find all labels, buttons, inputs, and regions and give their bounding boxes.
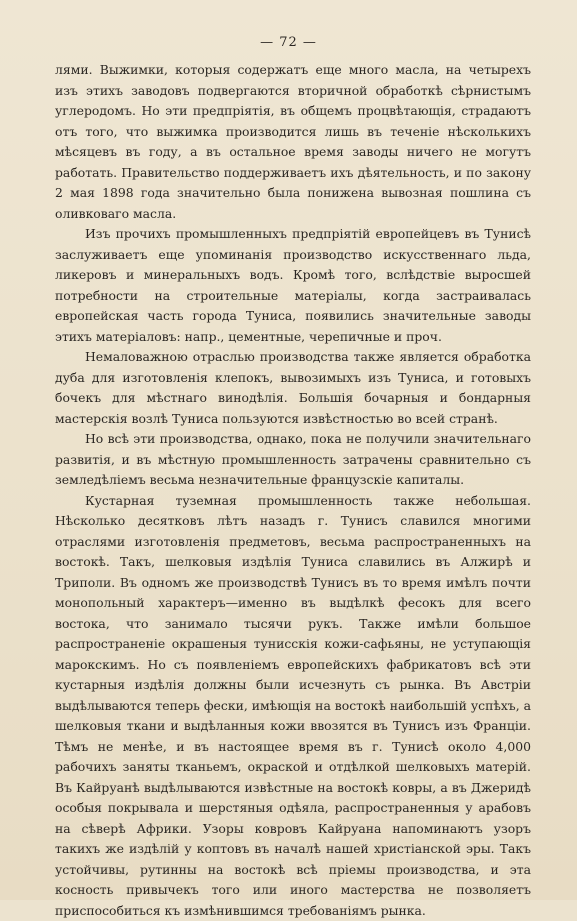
- body-text: [55, 60, 531, 921]
- paragraph-1: лями. Выжимки, которыя содержатъ еще много масла, на четырехъ изъ этихъ заводовъ подвергаются вторичной обработкѣ сѣрнистымъ углеродомъ. Но эти предпріятія, въ общемъ процвѣтающія, страдаютъ отъ того, что выжимка производится лишь въ теченіе нѣсколькихъ мѣсяцевъ въ году, а въ остальное время заводы ничего не могутъ работать. Правительство поддерживаетъ ихъ дѣятельность, и по закону 2 мая 1898 года значительно была понижена вывозная пошлина съ оливковаго масла.: [55, 60, 531, 224]
- page-number: — 72 —: [0, 35, 577, 50]
- paragraph-3: Немаловажною отраслью производства также является обработка дуба для изготовленія клепокъ, вывозимыхъ изъ Туниса, и готовыхъ бочекъ для мѣстнаго винодѣлія. Большія бочарныя и бондарныя мастерскія возлѣ Туниса пользуются извѣстностью во всей странѣ.: [55, 347, 531, 429]
- paragraph-5: Кустарная туземная промышленность также небольшая. Нѣсколько десятковъ лѣтъ назадъ г. Тунисъ славился многими отраслями изготовленія предметовъ, весьма распространенныхъ на востокѣ. Такъ, шелковыя издѣлія Туниса славились въ Алжирѣ и Триполи. Въ одномъ же производствѣ Тунисъ въ то время имѣлъ почти монопольный характеръ—именно въ выдѣлкѣ фесокъ для всего востока, что занимало тысячи рукъ. Также имѣли большое распространеніе окрашеныя тунисскія кожи-сафьяны, не уступающія марокскимъ. Но съ появленіемъ европейскихъ фабрикатовъ всѣ эти кустарныя издѣлія должны были исчезнуть съ рынка. Въ Австріи выдѣлываются теперь фески, имѣющія на востокѣ наибольшій успѣхъ, а шелковыя ткани и выдѣланныя кожи ввозятся въ Тунисъ изъ Франціи. Тѣмъ не менѣе, и въ настоящее время въ г. Тунисѣ около 4,000 рабочихъ заняты тканьемъ, окраской и отдѣлкой шелковыхъ матерій. Въ Кайруанѣ выдѣлываются извѣстные на востокѣ ковры, а въ Джеридѣ особыя покрывала и шерстяныя одѣяла, распространенныя у арабовъ на сѣверѣ Африки. Узоры ковровъ Кайруана напоминаютъ узоръ такихъ же издѣлій у коптовъ въ началѣ нашей христіанской эры. Такъ устойчивы, рутинны на востокѣ всѣ пріемы производства, и эта косность привычекъ того или иного мастерства не позволяетъ приспособиться къ измѣнившимся требованіямъ рынка.: [55, 491, 531, 921]
- paragraph-4: Но всѣ эти производства, однако, пока не получили значительнаго развитія, и въ мѣстную промышленность затрачены сравнительно съ земледѣліемъ весьма незначительные французскіе капиталы.: [55, 429, 531, 491]
- paragraph-2: Изъ прочихъ промышленныхъ предпріятій европейцевъ въ Тунисѣ заслуживаетъ еще упоминанія производство искусственнаго льда, ликеровъ и минеральныхъ водъ. Кромѣ того, вслѣдствіе выросшей потребности на строительные матеріалы, когда застраивалась европейская часть города Туниса, появились значительные заводы этихъ матеріаловъ: напр., цементные, черепичные и проч.: [55, 224, 531, 347]
